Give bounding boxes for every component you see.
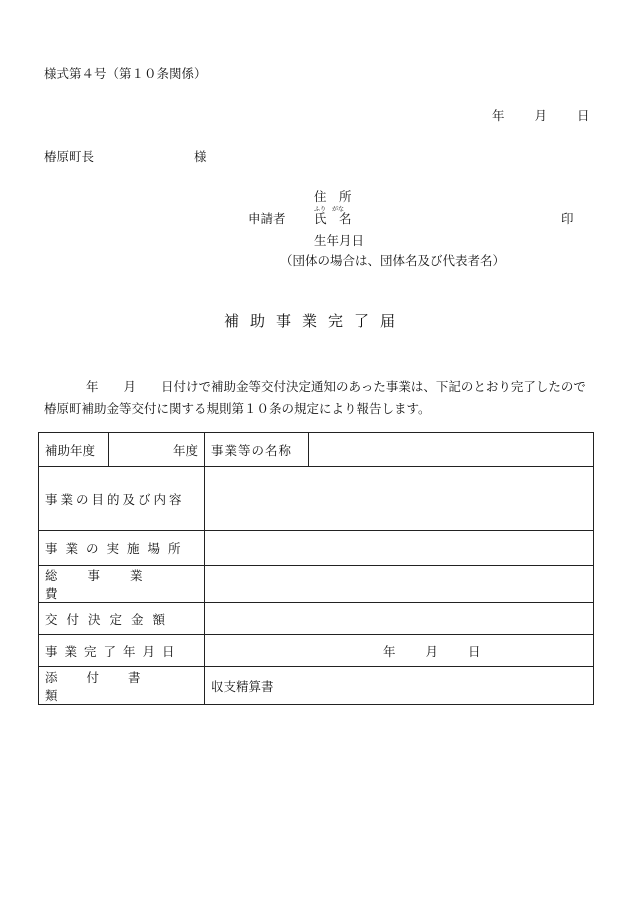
completion-month: 月 [425,643,439,659]
completion-date-label: 事業完了年月日 [39,635,205,667]
location-label: 事業の実施場所 [39,531,205,566]
name-label: 氏 名 [314,211,352,226]
total-cost-value [205,566,594,603]
fiscal-year-unit: 年度 [109,433,205,467]
attachments-value: 収支精算書 [205,667,594,705]
date-month: 月 [534,108,548,123]
address-label: 住 所 [314,189,352,204]
completion-date-value [205,635,594,667]
form-number: 様式第４号（第１０条関係） [44,66,207,81]
report-table [38,432,594,705]
table-row [39,531,594,566]
project-name-value [309,433,594,467]
grant-amount-label: 交付決定金額 [39,603,205,635]
table-row [39,667,594,705]
name-ruby: ふり がな [314,206,345,213]
completion-year: 年 [383,643,396,659]
table-row [39,635,594,667]
applicant-label: 申請者 [248,211,286,226]
date-day: 日 [577,108,590,123]
completion-day: 日 [468,643,481,659]
addressee: 椿原町長 [44,149,95,164]
purpose-value [205,467,594,531]
location-value [205,531,594,566]
body-text: 年 月 日付けで補助金等交付決定通知のあった事業は、下記のとおり完了したので椿原町補助金等交付に関する規則第１０条の規定により報告します。 [44,379,586,416]
attachments-label: 添付書類 [39,667,205,705]
grant-amount-value [205,603,594,635]
group-note: （団体の場合は、団体名及び代表者名） [280,253,506,268]
table-row [39,603,594,635]
birthdate-label: 生年月日 [314,233,365,248]
table-row [39,467,594,531]
fiscal-year-label: 補助年度 [39,433,109,467]
document-title: 補助事業完了届 [223,312,406,330]
table-row [39,433,594,467]
addressee-suffix: 様 [194,149,207,164]
seal-mark: 印 [561,211,574,226]
date-year: 年 [492,108,505,123]
project-name-label: 事業等の名称 [205,433,309,467]
total-cost-label: 総事業費 [39,566,205,603]
purpose-label: 事業の目的及び内容 [39,467,205,531]
table-row [39,566,594,603]
submission-date [492,110,590,123]
